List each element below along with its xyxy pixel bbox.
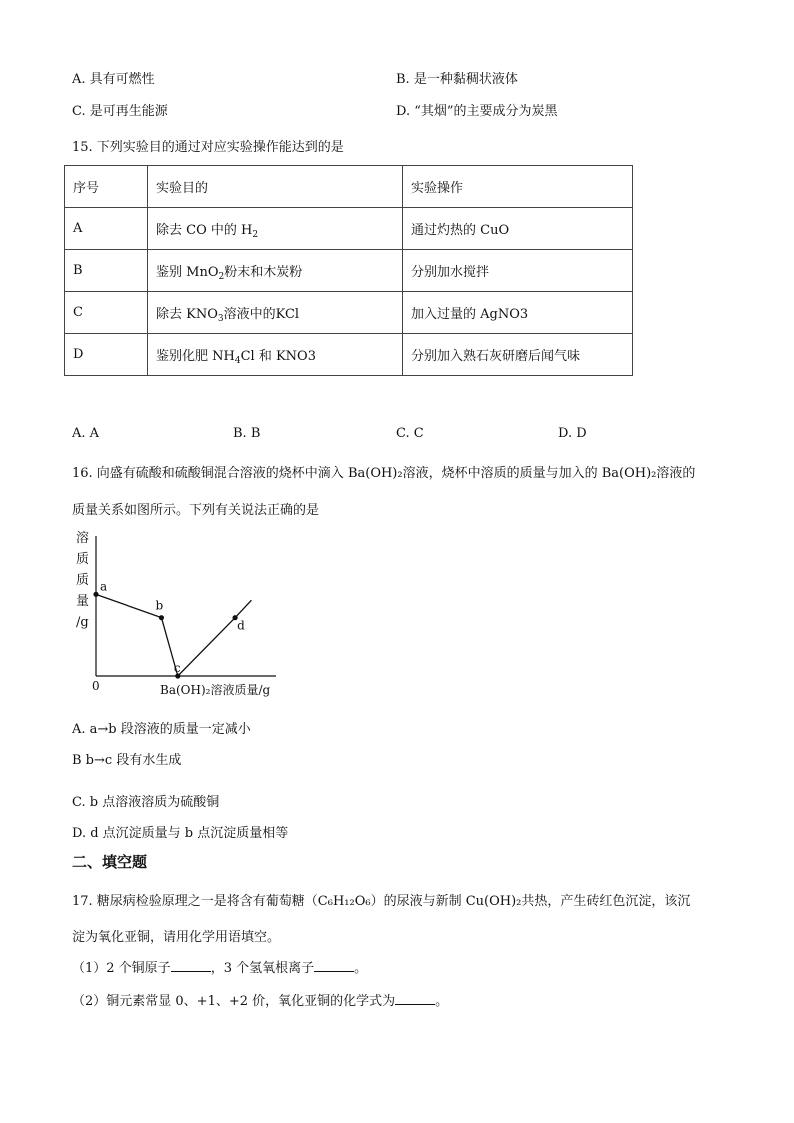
table-row [65,334,633,376]
point-label-c: c [173,661,181,675]
q17-line2: 淀为氧化亚铜，请用化学用语填空。 [72,930,281,945]
row-operation: 分别加水搅拌 [403,250,633,292]
q17-line1: 17. 糖尿病检验原理之一是将含有葡萄糖（C₆H₁₂O₆）的尿液与新制 Cu(OH)₂共热，产生砖红色沉淀，该沉 [72,894,691,909]
row-purpose: 除去 $KNO_3$溶液中的KCl [148,292,403,334]
answer-blank[interactable] [314,970,354,972]
row-operation: 加入过量的 AgNO3 [403,292,633,334]
table-row [65,208,633,250]
row-purpose: 鉴别 MnO$_2$粉末和木炭粉 [148,250,403,292]
q15-option-c: C. C [396,426,424,441]
row-operation: 分别加入熟石灰研磨后闻气味 [403,334,633,376]
q17-sub1: （1）2 个铜原子 ，3 个氢氧根离子 。 [72,961,368,976]
table-header-row [65,166,633,208]
table-row [65,292,633,334]
series-line [93,579,251,678]
q14-option-a: A. 具有可燃性 [72,72,155,87]
header-cell: 实验操作 [403,166,633,208]
point-label-a: a [100,579,108,594]
y-label-char: 质 [76,552,90,567]
y-label-char: 质 [76,573,90,588]
row-purpose: 除去 CO 中的 $H_2$ [148,208,403,250]
q16-option-d: D. d 点沉淀质量与 b 点沉淀质量相等 [72,826,289,841]
y-label-char: /g [76,615,89,630]
q15-option-a: A. A [72,426,100,441]
row-operation: 通过灼热的 CuO [403,208,633,250]
q15-table [64,165,633,376]
origin-label: 0 [92,679,100,693]
point-label-b: b [155,598,164,613]
q16-option-a: A. a→b 段溶液的质量一定减小 [72,722,251,737]
q16-option-b: B b→c 段有水生成 [72,753,182,768]
q14-option-c: C. 是可再生能源 [72,104,168,119]
q14-option-d: D. “其烟”的主要成分为炭黑 [396,104,558,119]
y-label-char: 溶 [76,531,90,546]
row-id: A [65,208,148,250]
header-cell: 实验目的 [148,166,403,208]
q15-option-d: D. D [558,426,587,441]
q16-option-c: C. b 点溶液溶质为硫酸铜 [72,795,220,810]
q17-sub2: （2）铜元素常显 0、+1、+2 价，氧化亚铜的化学式为 。 [72,994,449,1009]
row-id: D [65,334,148,376]
table-row [65,250,633,292]
row-id: B [65,250,148,292]
q15-option-b: B. B [233,426,261,441]
data-point-b [159,615,164,620]
y-axis-label [76,530,89,630]
section-title: 二、填空题 [72,853,148,871]
point-label-d: d [237,618,245,633]
q16-stem-line1: 16. 向盛有硫酸和硫酸铜混合溶液的烧杯中滴入 Ba(OH)₂溶液，烧杯中溶质的质量与加入的 Ba(OH)₂溶液的 [72,466,696,481]
data-point-a [93,592,98,597]
q15-stem: 15. 下列实验目的通过对应实验操作能达到的是 [72,140,344,155]
header-cell: 序号 [65,166,148,208]
row-purpose: 鉴别化肥 $NH_4Cl$ 和 KNO3 [148,334,403,376]
x-axis-label: Ba(OH)₂溶液质量/g [160,683,271,697]
answer-blank[interactable] [171,970,211,972]
q14-option-b: B. 是一种黏稠状液体 [396,72,518,87]
q16-graph [68,528,298,700]
answer-blank[interactable] [395,1003,435,1005]
q16-stem-line2: 质量关系如图所示。下列有关说法正确的是 [72,503,320,518]
row-id: C [65,292,148,334]
y-label-char: 量 [76,594,90,609]
